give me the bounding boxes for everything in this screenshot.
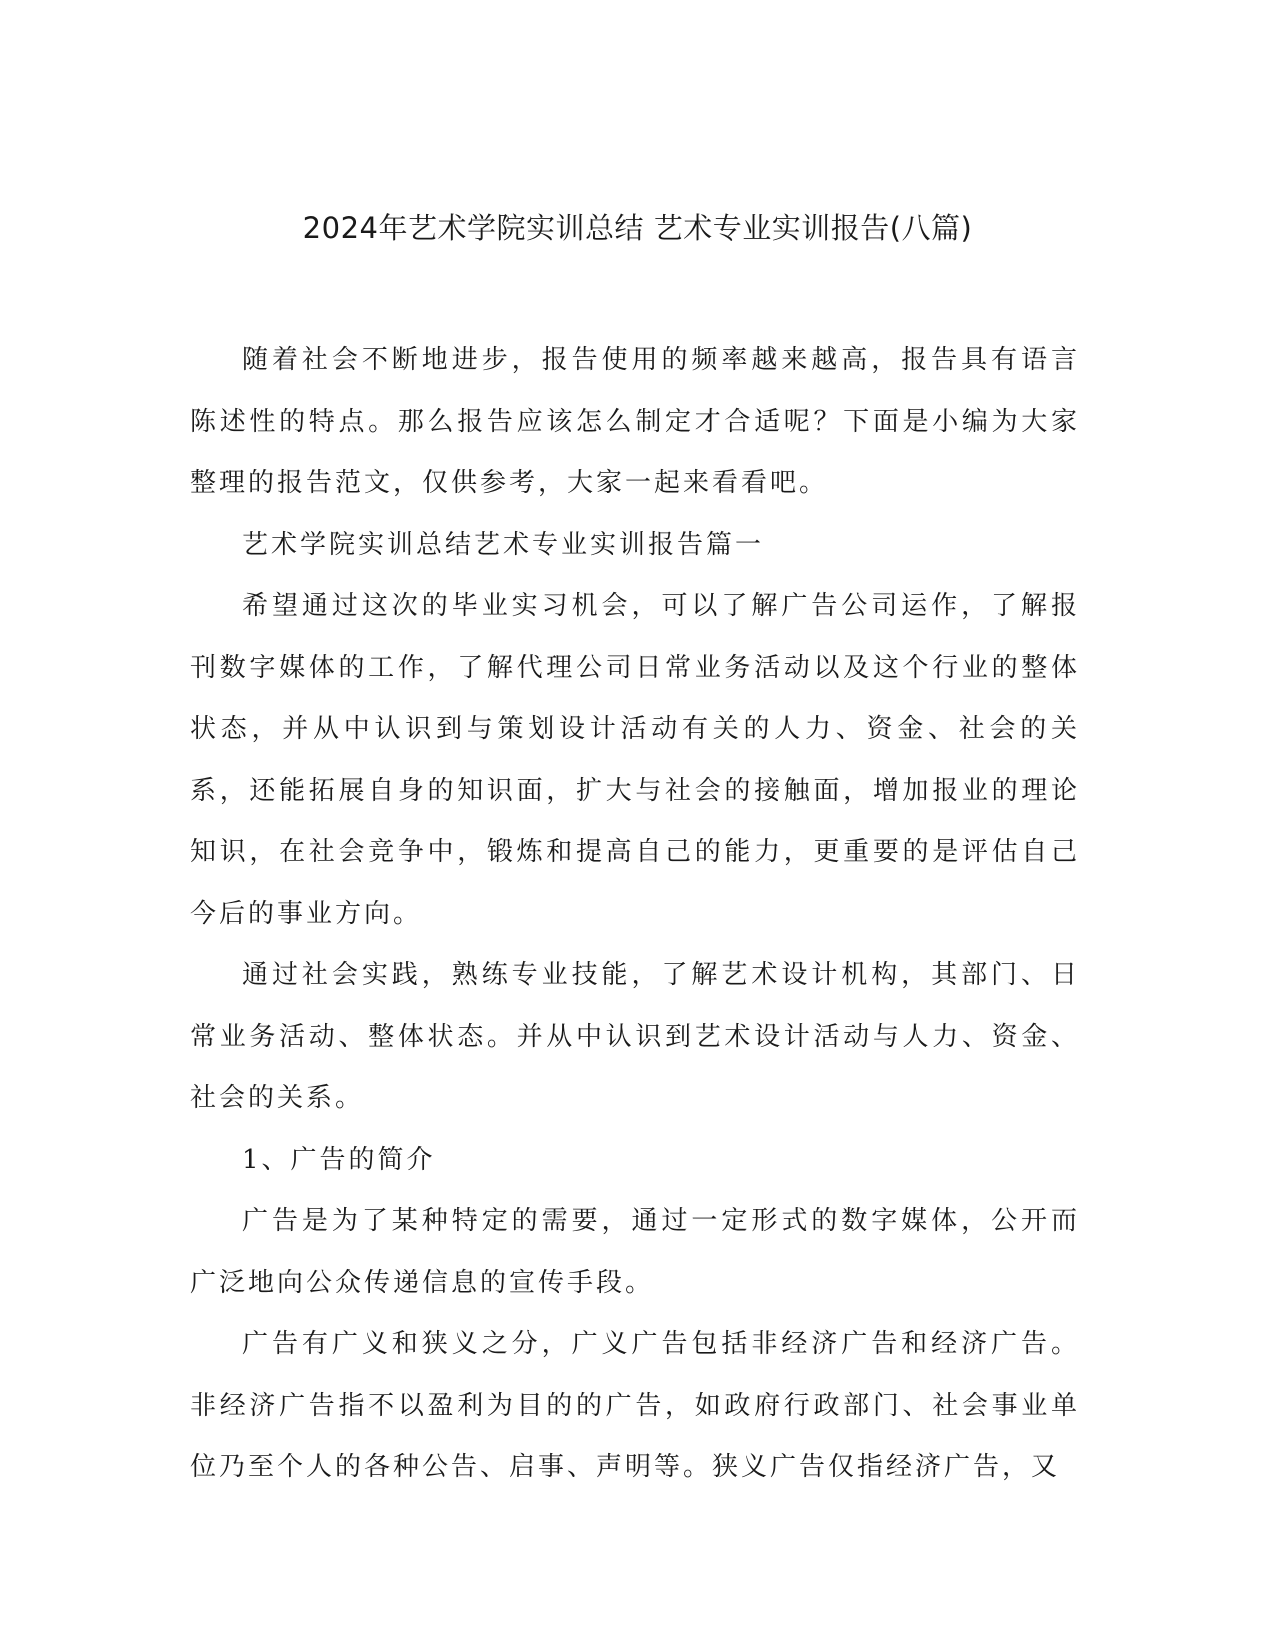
document-body	[190, 330, 1080, 1499]
subsection-heading: 1、广告的简介	[242, 1144, 436, 1175]
section-heading: 艺术学院实训总结艺术专业实训报告篇一	[242, 529, 765, 560]
body-paragraph: 广告是为了某种特定的需要，通过一定形式的数字媒体，公开而广泛地向公众传递信息的宣传手段。	[190, 1206, 1080, 1298]
body-paragraph: 广告有广义和狭义之分，广义广告包括非经济广告和经济广告。非经济广告指不以盈利为目的的广告，如政府行政部门、社会事业单位乃至个人的各种公告、启事、声明等。狭义广告仅指经济广告，又	[190, 1329, 1080, 1482]
document-title: 2024年艺术学院实训总结 艺术专业实训报告(八篇)	[302, 211, 973, 245]
intro-paragraph: 随着社会不断地进步，报告使用的频率越来越高，报告具有语言陈述性的特点。那么报告应该怎么制定才合适呢？下面是小编为大家整理的报告范文，仅供参考，大家一起来看看吧。	[190, 345, 1080, 498]
body-paragraph: 希望通过这次的毕业实习机会，可以了解广告公司运作，了解报刊数字媒体的工作，了解代理公司日常业务活动以及这个行业的整体状态，并从中认识到与策划设计活动有关的人力、资金、社会的关系，还能拓展自身的知识面，扩大与社会的接触面，增加报业的理论知识，在社会竞争中，锻炼和提高自己的能力，更重要的是评估自己今后的事业方向。	[190, 591, 1080, 929]
body-paragraph: 通过社会实践，熟练专业技能，了解艺术设计机构，其部门、日常业务活动、整体状态。并从中认识到艺术设计活动与人力、资金、社会的关系。	[190, 960, 1080, 1113]
